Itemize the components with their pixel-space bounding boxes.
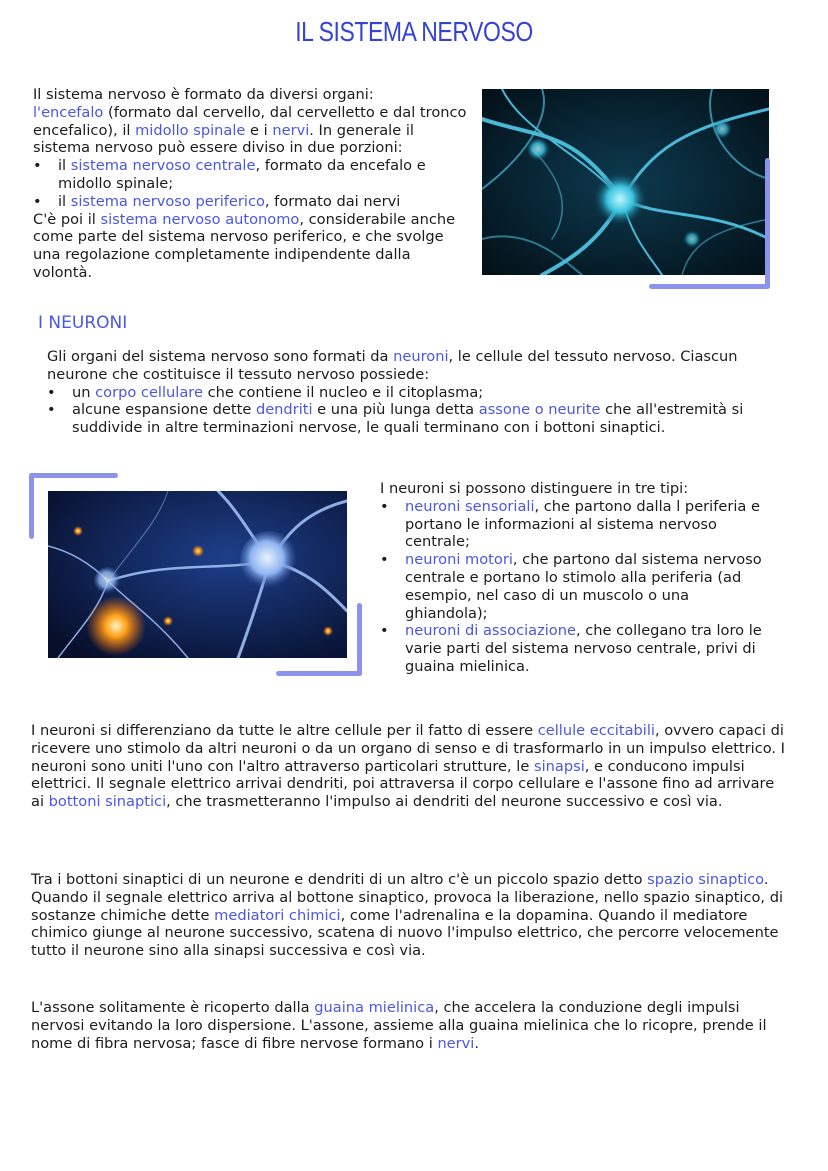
bullet-text: alcune espansione dette bbox=[72, 401, 256, 419]
frame-accent bbox=[357, 603, 362, 676]
neuroni-text: , le cellule del tessuto nervoso. Ciascun neurone che costituisce il tessuto nervoso possiede: bbox=[47, 348, 738, 383]
paragraph-text bbox=[31, 722, 791, 811]
paragraph-text: , che accelera la conduzione degli impulsi nervosi evitando la loro dispersione. L'assone, assieme alla guaina mielinica che lo ricopre, prende il nome di fibra nervosa; fasce di fibre nervose formano i bbox=[31, 999, 767, 1052]
paragraph-text: , e conducono impulsi elettrici. Il segnale elettrico arrivai dendriti, poi attraversa il corpo cellulare e l'assone fino ad arrivare ai bbox=[31, 757, 775, 811]
neuron-cells-image bbox=[48, 491, 347, 658]
term-sna: sistema nervoso autonomo bbox=[100, 210, 300, 228]
intro-text: C'è poi il bbox=[33, 210, 101, 228]
frame-accent bbox=[649, 284, 770, 289]
frame-accent bbox=[29, 473, 118, 478]
intro-text: (formato dal cervello, dal cervelletto e dal tronco encefalico), il bbox=[33, 103, 467, 139]
frame-accent bbox=[29, 473, 34, 539]
term-neuroni: neuroni bbox=[393, 348, 449, 365]
paragraph-text: I neuroni si differenziano da tutte le altre cellule per il fatto di essere bbox=[31, 722, 538, 739]
term-cellule-eccitabili: cellule eccitabili bbox=[537, 722, 655, 739]
tipi-intro: I neuroni si possono distinguere in tre tipi: bbox=[380, 480, 689, 497]
bullet-text: , formato dai nervi bbox=[264, 192, 401, 210]
paragraph-eccitabili bbox=[31, 722, 791, 811]
intro-text: , considerabile anche come parte del sistema nervoso periferico, e che svolge una regolazione completamente indipendente dalla volontà. bbox=[33, 210, 456, 281]
bullet-text: che contiene il nucleo e il citoplasma; bbox=[202, 383, 484, 401]
paragraph-text: , ovvero capaci di ricevere uno stimolo da altri neuroni o da un organo di senso e di trasformarlo in un impulso elettrico. I neuroni sono uniti l'uno con l'altro attraverso particolari strutture, le bbox=[31, 722, 785, 775]
neuroni-paragraph bbox=[47, 348, 767, 384]
list-item: • un corpo cellulare che contiene il nucleo e il citoplasma; bbox=[47, 383, 484, 401]
bullet-text: e una più lunga detta bbox=[312, 401, 479, 419]
bullet-text: il bbox=[58, 157, 71, 175]
term-mediatori-chimici: mediatori chimici bbox=[214, 906, 341, 924]
bullet-text: , che partono dal sistema nervoso centrale e portano lo stimolo alla periferia (ad esempio, nel caso di un muscolo o una ghiandola); bbox=[405, 551, 762, 622]
intro-text: . In generale il sistema nervoso può essere diviso in due porzioni: bbox=[33, 121, 414, 157]
bullet-text: , che collegano tra loro le varie parti del sistema nervoso centrale, privi di guaina mielinica. bbox=[405, 622, 762, 675]
term-snp: sistema nervoso periferico bbox=[70, 192, 265, 210]
list-item: • neuroni sensoriali, che partono dalla l periferia e portano le informazioni al sistema nervoso centrale; bbox=[380, 497, 760, 551]
paragraph-text: . bbox=[474, 1034, 479, 1052]
term-neuroni-associazione: neuroni di associazione bbox=[405, 622, 576, 640]
term-sinapsi: sinapsi bbox=[533, 757, 585, 775]
frame-accent bbox=[765, 158, 770, 289]
paragraph-text bbox=[31, 871, 793, 960]
paragraph-text: Tra i bottoni sinaptici di un neurone e dendriti di un altro c'è un piccolo spazio detto bbox=[31, 871, 648, 888]
term-corpo-cellulare: corpo cellulare bbox=[95, 383, 203, 401]
bullet-text: , che partono dalla l periferia e portano le informazioni al sistema nervoso centrale; bbox=[405, 497, 760, 551]
paragraph-text: , come l'adrenalina e la dopamina. Quando il mediatore chimico giunge al neurone successivo, scatena di nuovo l'impulso elettrico, che percorre velocemente tutto il neurone sino alla sinapsi successiva e così via. bbox=[31, 906, 779, 960]
term-guaina-mielinica: guaina mielinica bbox=[314, 999, 435, 1016]
list-item: • il sistema nervoso centrale, formato da encefalo e midollo spinale; bbox=[33, 157, 426, 192]
term-encefalo: l'encefalo bbox=[33, 103, 104, 121]
paragraph-text: , che trasmetteranno l'impulso ai dendriti del neurone successivo e così via. bbox=[166, 793, 723, 811]
term-nervi: nervi bbox=[437, 1034, 475, 1052]
term-neuroni-motori: neuroni motori bbox=[405, 551, 513, 569]
frame-accent bbox=[276, 671, 362, 676]
paragraph-text: L'assone solitamente è ricoperto dalla bbox=[31, 999, 315, 1016]
intro-text: Il sistema nervoso è formato da diversi organi: bbox=[33, 86, 374, 103]
term-dendriti: dendriti bbox=[255, 401, 313, 419]
term-bottoni-sinaptici: bottoni sinaptici bbox=[48, 793, 167, 811]
page-title: IL SISTEMA NERVOSO bbox=[295, 16, 533, 47]
section-heading: I NEURONI bbox=[38, 313, 128, 333]
intro-paragraph-2 bbox=[33, 211, 473, 282]
term-neuroni-sensoriali: neuroni sensoriali bbox=[405, 497, 535, 515]
term-spazio-sinaptico: spazio sinaptico bbox=[647, 871, 764, 888]
paragraph-text bbox=[31, 999, 791, 1052]
neuron-network-image bbox=[482, 89, 769, 275]
intro-section bbox=[33, 86, 473, 282]
list-item: • alcune espansione dette dendriti e una più lunga detta assone o neurite che all'estremità si suddivide in altre terminazioni nervose, le quali terminano con i bottoni sinaptici. bbox=[47, 401, 744, 437]
list-item: • il sistema nervoso periferico, formato dai nervi bbox=[33, 192, 401, 210]
intro-text: e i bbox=[245, 121, 273, 139]
paragraph-guaina bbox=[31, 999, 791, 1052]
paragraph-spazio-sinaptico bbox=[31, 871, 793, 960]
bullet-text: , formato da encefalo e midollo spinale; bbox=[58, 157, 426, 192]
bullet-text: il bbox=[58, 192, 71, 210]
term-assone: assone o neurite bbox=[478, 401, 601, 419]
list-item: • neuroni di associazione, che collegano tra loro le varie parti del sistema nervoso centrale, privi di guaina mielinica. bbox=[380, 622, 762, 675]
paragraph-text: . Quando il segnale elettrico arriva al bottone sinaptico, provoca la liberazione, nello spazio sinaptico, di sostanze chimiche dette bbox=[31, 871, 784, 924]
list-item: • neuroni motori, che partono dal sistema nervoso centrale e portano lo stimolo alla periferia (ad esempio, nel caso di un muscolo o una ghiandola); bbox=[380, 551, 762, 622]
intro-paragraph bbox=[33, 86, 473, 157]
tipi-section bbox=[380, 480, 772, 676]
neuroni-section bbox=[47, 348, 767, 437]
term-snc: sistema nervoso centrale bbox=[70, 157, 256, 175]
term-nervi: nervi bbox=[272, 121, 310, 139]
neuroni-text: Gli organi del sistema nervoso sono formati da bbox=[47, 348, 394, 365]
bullet-text: che all'estremità si suddivide in altre terminazioni nervose, le quali terminano con i bottoni sinaptici. bbox=[72, 401, 744, 437]
bullet-text: un bbox=[72, 383, 96, 401]
term-midollo-spinale: midollo spinale bbox=[135, 121, 246, 139]
